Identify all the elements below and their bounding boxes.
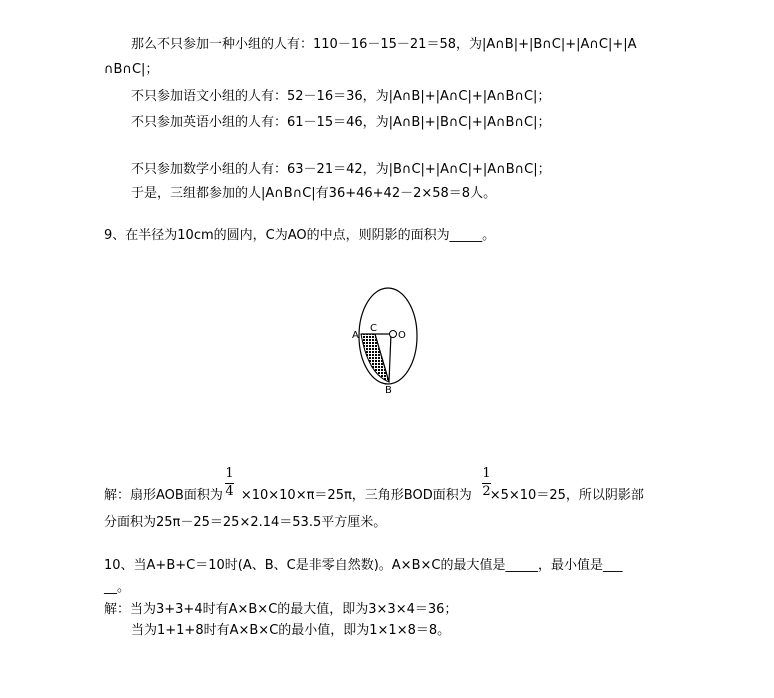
question-9: 9、在半径为10cm的圆内，C为AO的中点，则阴影的面积为_____。 bbox=[104, 228, 496, 243]
solution-10-line1: 解：当为3+3+4时有A×B×C的最大值，即为3×3×4＝36； bbox=[104, 602, 458, 617]
radius-ob bbox=[389, 334, 391, 382]
solution-9-suffix: ×5×10＝25，所以阴影部 bbox=[489, 488, 644, 503]
fraction-denominator: 4 bbox=[225, 484, 234, 499]
question-10-line2: __。 bbox=[104, 580, 131, 595]
label-c: C bbox=[370, 323, 377, 334]
paragraph-not-only-one-group-line2: ∩B∩C|； bbox=[104, 62, 159, 77]
solution-9-line1 bbox=[104, 484, 644, 505]
fraction-numerator: 1 bbox=[482, 466, 491, 481]
circle-outline bbox=[359, 288, 417, 384]
solution-10-line2: 当为1+1+8时有A×B×C的最小值，即为1×1×8＝8。 bbox=[131, 623, 451, 638]
solution-9-middle: ×10×10×π＝25π，三角形BOD面积为 bbox=[240, 488, 472, 503]
shaded-region bbox=[361, 334, 389, 382]
solution-9-prefix: 解：扇形AOB面积为 bbox=[104, 488, 223, 503]
label-b: B bbox=[385, 385, 392, 396]
fraction-one-half bbox=[482, 466, 491, 499]
segment-cb bbox=[375, 334, 389, 382]
center-point-o bbox=[390, 331, 397, 338]
solution-9-line2: 分面积为25π－25＝25×2.14＝53.5平方厘米。 bbox=[104, 515, 387, 530]
fraction-denominator: 2 bbox=[482, 484, 491, 499]
paragraph-english-group: 不只参加英语小组的人有：61－15＝46，为|A∩B|+|B∩C|+|A∩B∩C|； bbox=[131, 115, 551, 130]
paragraph-not-only-one-group-line1: 那么不只参加一种小组的人有：110－16－15－21＝58，为|A∩B|+|B∩C|+|A∩C|+|A bbox=[131, 37, 637, 52]
label-a: A bbox=[352, 330, 359, 341]
label-o: O bbox=[398, 330, 406, 341]
fraction-one-quarter bbox=[225, 466, 234, 499]
paragraph-math-group: 不只参加数学小组的人有：63－21＝42，为|B∩C|+|A∩C|+|A∩B∩C|； bbox=[131, 162, 551, 177]
question-10-line1: 10、当A+B+C＝10时(A、B、C是非零自然数)。A×B×C的最大值是_____，最小值是___ bbox=[104, 558, 623, 573]
fraction-numerator: 1 bbox=[225, 466, 234, 481]
paragraph-all-three-groups: 于是，三组都参加的人|A∩B∩C|有36+46+42－2×58＝8人。 bbox=[131, 186, 497, 201]
paragraph-chinese-group: 不只参加语文小组的人有：52－16＝36，为|A∩B|+|A∩C|+|A∩B∩C|； bbox=[131, 89, 551, 104]
